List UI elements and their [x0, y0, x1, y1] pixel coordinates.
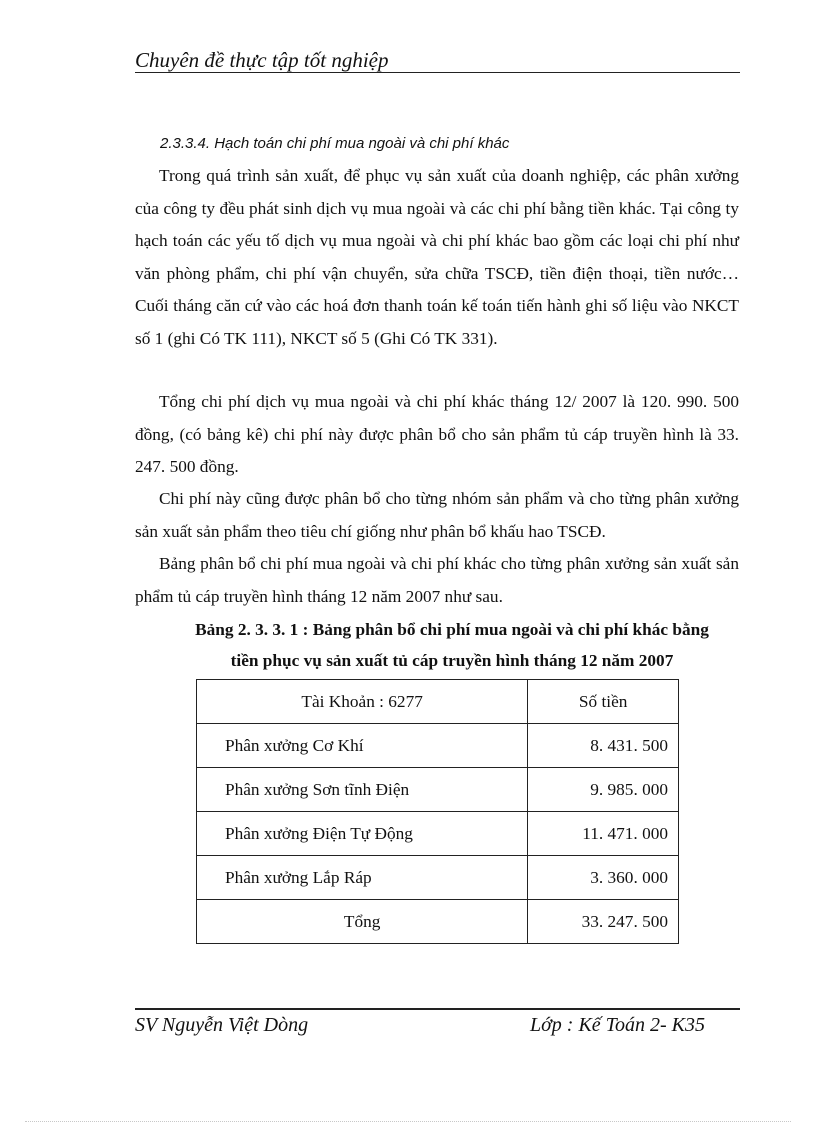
allocation-table	[196, 679, 679, 944]
paragraph-text: Tổng chi phí dịch vụ mua ngoài và chi phí khác tháng 12/ 2007 là 120. 990. 500 đồng, (có bảng kê) chi phí này được phân bổ cho sản phẩm tủ cáp truyền hình là 33. 247. 500 đồng.	[135, 392, 739, 476]
header-divider	[135, 72, 740, 73]
table-header-row	[197, 680, 679, 724]
page-bottom-dotted-border	[25, 1121, 791, 1122]
table-caption-line-1: Bảng 2. 3. 3. 1 : Bảng phân bổ chi phí mua ngoài và chi phí khác bằng	[195, 620, 709, 639]
workshop-name-cell: Phân xưởng Cơ Khí	[197, 724, 528, 768]
account-header-cell: Tài Khoản : 6277	[197, 680, 528, 724]
total-amount-cell: 33. 247. 500	[528, 900, 679, 944]
paragraph-text: Chi phí này cũng được phân bổ cho từng nhóm sản phẩm và cho từng phân xưởng sản xuất sản phẩm theo tiêu chí giống như phân bổ khấu hao TSCĐ.	[135, 489, 739, 541]
table-caption-line-2: tiền phục vụ sản xuất tủ cáp truyền hình tháng 12 năm 2007	[230, 651, 674, 670]
workshop-name-cell: Phân xưởng Điện Tự Động	[197, 812, 528, 856]
table-caption	[140, 614, 764, 676]
table-row	[197, 724, 679, 768]
paragraph-text: Trong quá trình sản xuất, để phục vụ sản xuất của doanh nghiệp, các phân xưởng của công ty đều phát sinh dịch vụ mua ngoài và các chi phí bằng tiền khác. Tại công ty hạch toán các yếu tố dịch vụ mua ngoài và chi phí khác bao gồm các loại chi phí như văn phòng phẩm, chi phí vận chuyển, sửa chữa TSCĐ, tiền điện thoại, tiền nước…Cuối tháng căn cứ vào các hoá đơn thanh toán kế toán tiến hành ghi số liệu vào NKCT số 1 (ghi Có TK 111), NKCT số 5 (Ghi Có TK 331).	[135, 166, 739, 348]
table-row	[197, 768, 679, 812]
section-heading: 2.3.3.4. Hạch toán chi phí mua ngoài và chi phí khác	[160, 135, 510, 152]
amount-cell: 8. 431. 500	[528, 724, 679, 768]
header-title: Chuyên đề thực tập tốt nghiệp	[135, 48, 389, 72]
body-paragraph-2	[135, 386, 739, 484]
workshop-name-cell: Phân xưởng Lắp Ráp	[197, 856, 528, 900]
body-paragraph-3	[135, 483, 739, 548]
amount-header-cell: Số tiền	[528, 680, 679, 724]
body-paragraph-4	[135, 548, 739, 613]
total-label-cell: Tổng	[197, 900, 528, 944]
footer-divider	[135, 1008, 740, 1010]
paragraph-text: Bảng phân bổ chi phí mua ngoài và chi phí khác cho từng phân xưởng sản xuất sản phẩm tủ cáp truyền hình tháng 12 năm 2007 như sau.	[135, 554, 739, 606]
table-row	[197, 856, 679, 900]
amount-cell: 11. 471. 000	[528, 812, 679, 856]
table-total-row	[197, 900, 679, 944]
footer-student-name: SV Nguyễn Việt Dòng	[135, 1014, 309, 1036]
footer-class-name: Lớp : Kế Toán 2- K35	[530, 1014, 705, 1036]
workshop-name-cell: Phân xưởng Sơn tĩnh Điện	[197, 768, 528, 812]
body-paragraph-1	[135, 160, 739, 355]
amount-cell: 3. 360. 000	[528, 856, 679, 900]
amount-cell: 9. 985. 000	[528, 768, 679, 812]
table-row	[197, 812, 679, 856]
